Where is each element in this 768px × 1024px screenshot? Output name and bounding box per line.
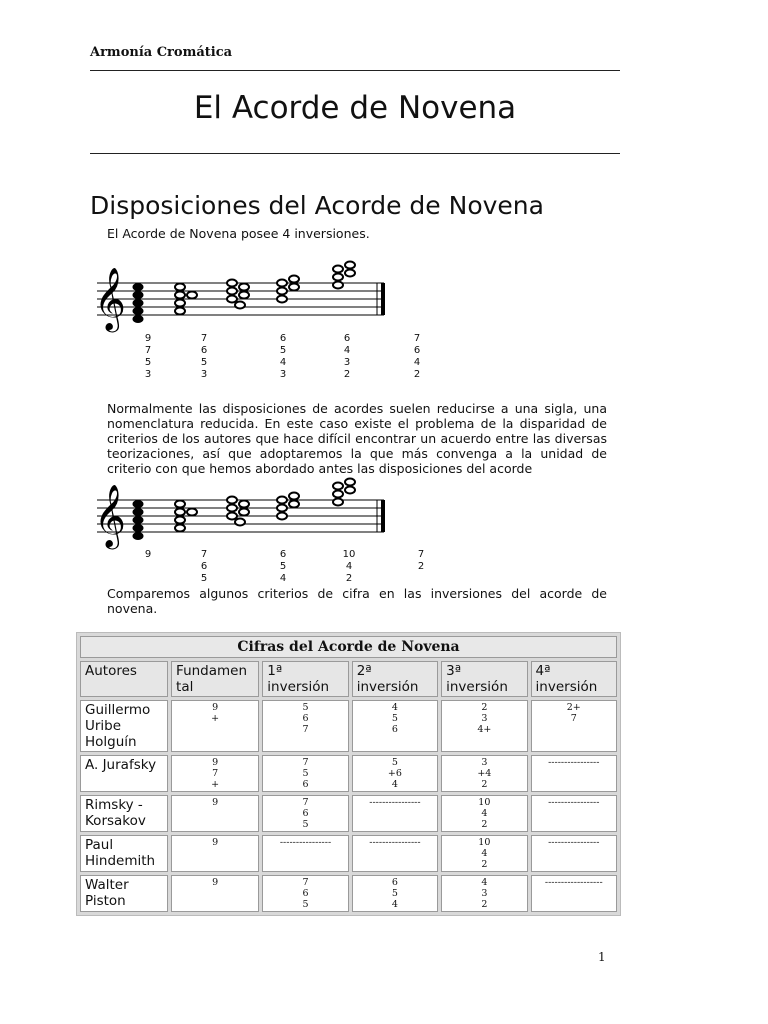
figure-line: 6 <box>391 724 398 735</box>
figure-cell <box>531 835 617 872</box>
figure-line: 5 <box>391 713 398 724</box>
figure-cell <box>171 875 259 912</box>
figure-line: 7 <box>302 877 309 888</box>
figure-line: ---------------- <box>548 797 600 808</box>
table-header-cell: Autores <box>80 661 168 697</box>
compare-text: Comparemos algunos criterios de cifra en las inversiones del acorde de novena. <box>107 586 607 616</box>
figure-line: 2 <box>481 779 488 790</box>
figure-line: ------------------ <box>544 877 603 888</box>
figure-cell <box>352 700 438 752</box>
figure-line: 6 <box>302 713 309 724</box>
figure-cell <box>262 755 348 792</box>
figure-cell <box>171 755 259 792</box>
figure-line: ---------------- <box>369 837 421 848</box>
figure-line: 7 <box>302 757 309 768</box>
figure-cell <box>531 755 617 792</box>
figure-line: 5 <box>391 757 398 768</box>
figure-cell <box>352 835 438 872</box>
figure-line: 4 <box>391 899 398 910</box>
figure-line: 4 <box>481 808 488 819</box>
figure-line: 4 <box>481 877 488 888</box>
table-row <box>80 755 617 792</box>
figure-cell <box>531 875 617 912</box>
figure-line: 7 <box>570 713 577 724</box>
table-row <box>80 700 617 752</box>
author-cell: Guillermo Uribe Holguín <box>80 700 168 752</box>
figure-line: 3 <box>481 713 488 724</box>
intro-text: El Acorde de Novena posee 4 inversiones. <box>107 226 370 241</box>
figure-cell <box>441 700 527 752</box>
figure-line: 2 <box>481 859 488 870</box>
table-header-row <box>80 661 617 697</box>
figure-cell <box>262 700 348 752</box>
music-staff-1 <box>92 255 402 335</box>
figure-cell <box>171 795 259 832</box>
figure-line: 9 <box>212 702 219 713</box>
figure-line: 4+ <box>477 724 492 735</box>
figure-line: 2 <box>481 819 488 830</box>
figure-line: 9 <box>212 837 219 848</box>
figure-line: 7 <box>302 724 309 735</box>
explanation-paragraph: Normalmente las disposiciones de acordes suelen reducirse a una sigla, una nomenclatura reducida. En este caso existe el problema de la disparidad de criterios de los autores que hace difícil encontrar un acuerdo entre las diversas teorizaciones, así que adoptaremos la que más convenga a la unidad de criterio con que hemos abordado antes las disposiciones del acorde <box>107 401 607 476</box>
figure-line: + <box>211 779 220 790</box>
table-row <box>80 795 617 832</box>
figure-line: 9 <box>212 877 219 888</box>
figure-line: 4 <box>391 779 398 790</box>
figure-line: 4 <box>481 848 488 859</box>
treble-clef-icon: 𝄞 <box>94 484 126 547</box>
table-header-cell: Fundamen tal <box>171 661 259 697</box>
figure-cell <box>352 875 438 912</box>
figure-cell <box>441 875 527 912</box>
header-rule <box>90 70 620 71</box>
figure-cell <box>171 700 259 752</box>
figure-line: 10 <box>478 797 491 808</box>
figure-cell <box>352 755 438 792</box>
table-header-cell: 3ª inversión <box>441 661 527 697</box>
section-title: Disposiciones del Acorde de Novena <box>90 191 544 220</box>
cifras-table <box>76 632 621 916</box>
figure-line: 6 <box>302 808 309 819</box>
figure-line: +6 <box>387 768 402 779</box>
figure-line: 7 <box>302 797 309 808</box>
title-rule <box>90 153 620 154</box>
table-header-cell: 2ª inversión <box>352 661 438 697</box>
running-header: Armonía Cromática <box>90 45 233 60</box>
author-cell: Walter Piston <box>80 875 168 912</box>
table-header-cell: 4ª inversión <box>531 661 617 697</box>
figure-line: 5 <box>302 768 309 779</box>
figure-line: 2 <box>481 899 488 910</box>
figure-cell <box>262 835 348 872</box>
table-row <box>80 875 617 912</box>
figure-line: 3 <box>481 888 488 899</box>
table-header-cell: 1ª inversión <box>262 661 348 697</box>
figure-cell <box>441 755 527 792</box>
figure-line: 5 <box>302 819 309 830</box>
figure-line: 5 <box>391 888 398 899</box>
figure-cell <box>441 835 527 872</box>
figure-line: 5 <box>302 899 309 910</box>
author-cell: Rimsky - Korsakov <box>80 795 168 832</box>
figure-line: ---------------- <box>548 757 600 768</box>
figure-cell <box>531 700 617 752</box>
figure-line: 6 <box>302 888 309 899</box>
figure-line: 9 <box>212 797 219 808</box>
figure-line: 6 <box>302 779 309 790</box>
music-staff-2 <box>92 472 402 552</box>
figure-cell <box>352 795 438 832</box>
figure-line: ---------------- <box>279 837 332 848</box>
author-cell: A. Jurafsky <box>80 755 168 792</box>
figure-cell <box>171 835 259 872</box>
figure-line: 6 <box>391 877 398 888</box>
figure-line: + <box>211 713 220 724</box>
author-cell: Paul Hindemith <box>80 835 168 872</box>
table-row <box>80 835 617 872</box>
figure-line: +4 <box>477 768 492 779</box>
figure-line: 4 <box>391 702 398 713</box>
figure-line: 5 <box>302 702 309 713</box>
figure-cell <box>441 795 527 832</box>
figure-line: ---------------- <box>369 797 421 808</box>
figure-line: 9 <box>212 757 219 768</box>
page-title: El Acorde de Novena <box>193 90 517 126</box>
treble-clef-icon: 𝄞 <box>94 267 126 330</box>
page-number: 1 <box>598 950 606 964</box>
figure-line: 3 <box>481 757 488 768</box>
figure-line: 2 <box>481 702 488 713</box>
figure-line: ---------------- <box>548 837 600 848</box>
figure-line: 10 <box>478 837 491 848</box>
figure-line: 2+ <box>566 702 581 713</box>
figure-cell <box>262 875 348 912</box>
figure-cell <box>531 795 617 832</box>
table-caption: Cifras del Acorde de Novena <box>80 636 617 658</box>
figure-line: 7 <box>212 768 219 779</box>
figure-cell <box>262 795 348 832</box>
